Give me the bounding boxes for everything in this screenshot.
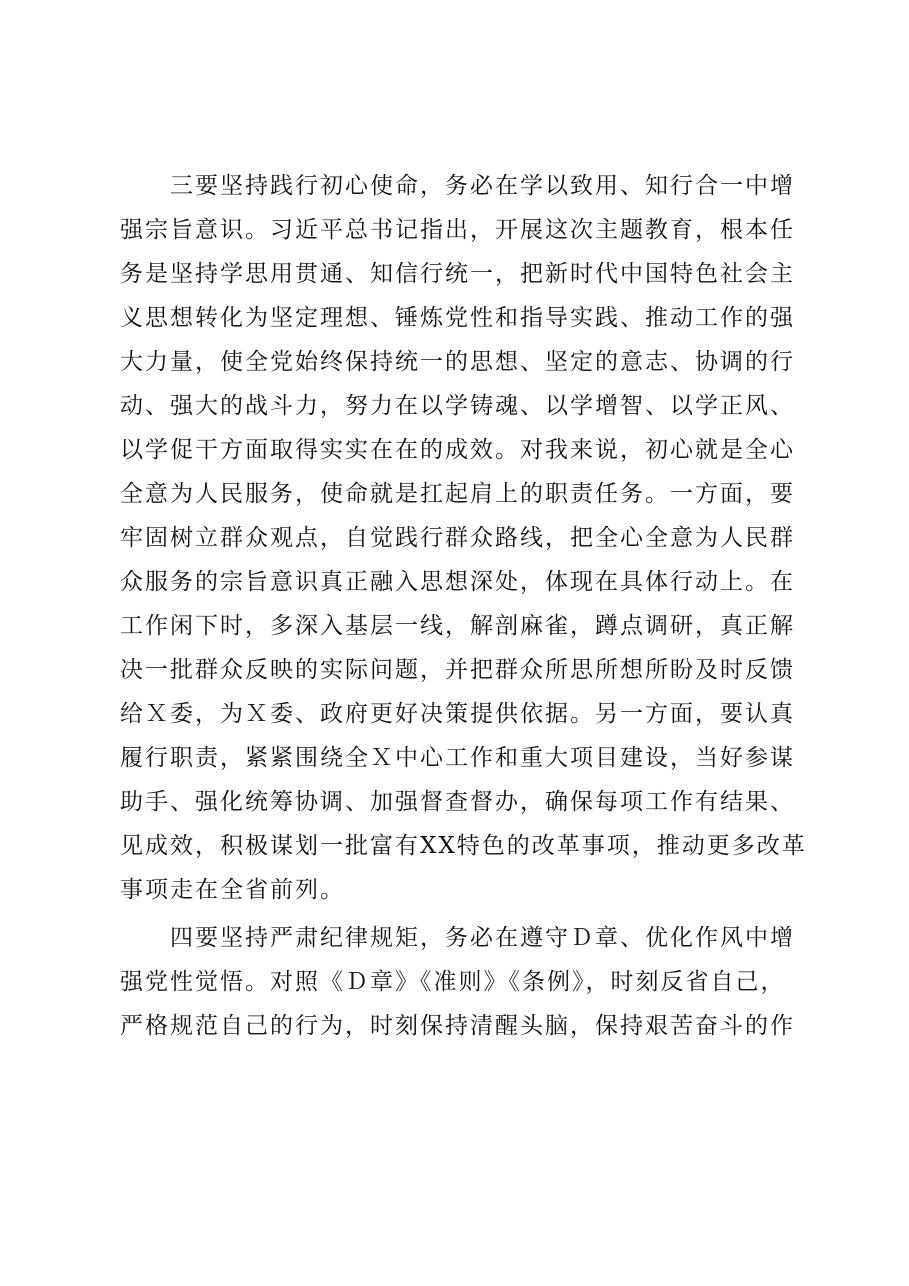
paragraph-4 xyxy=(120,916,810,1048)
text-line: 履行职责，紧紧围绕全Ｘ中心工作和重大项目建设，当好参谋 xyxy=(120,745,795,771)
text-line: 务是坚持学思用贯通、知信行统一，把新时代中国特色社会主 xyxy=(120,261,795,287)
text-line: 牢固树立群众观点，自觉践行群众路线，把全心全意为人民群 xyxy=(120,525,795,551)
text-line: 义思想转化为坚定理想、锤炼党性和指导实践、推动工作的强 xyxy=(120,305,795,331)
document-body xyxy=(120,164,810,1048)
text-line: 大力量，使全党始终保持统一的思想、坚定的意志、协调的行 xyxy=(120,349,795,375)
text-line: 见成效，积极谋划一批富有XX特色的改革事项，推动更多改革 xyxy=(120,833,807,859)
text-line: 事项走在全省前列。 xyxy=(120,877,345,903)
text-line: 强党性觉悟。对照《Ｄ章》《准则》《条例》，时刻反省自己， xyxy=(120,969,786,995)
text-line: 强宗旨意识。习近平总书记指出，开展这次主题教育，根本任 xyxy=(120,217,795,243)
paragraph-3 xyxy=(120,164,810,912)
text-line: 以学促干方面取得实实在在的成效。对我来说，初心就是全心 xyxy=(120,437,795,463)
text-line: 三要坚持践行初心使命，务必在学以致用、知行合一中增 xyxy=(120,173,795,199)
text-line: 助手、强化统筹协调、加强督查督办，确保每项工作有结果、 xyxy=(120,789,795,815)
text-line: 决一批群众反映的实际问题，并把群众所思所想所盼及时反馈 xyxy=(120,657,795,683)
text-line: 四要坚持严肃纪律规矩，务必在遵守Ｄ章、优化作风中增 xyxy=(120,925,795,951)
text-line: 给Ｘ委，为Ｘ委、政府更好决策提供依据。另一方面，要认真 xyxy=(120,701,795,727)
text-line: 严格规范自己的行为，时刻保持清醒头脑，保持艰苦奋斗的作 xyxy=(120,1013,795,1039)
text-line: 众服务的宗旨意识真正融入思想深处，体现在具体行动上。在 xyxy=(120,569,795,595)
text-line: 全意为人民服务，使命就是扛起肩上的职责任务。一方面，要 xyxy=(120,481,795,507)
text-line: 工作闲下时，多深入基层一线，解剖麻雀，蹲点调研，真正解 xyxy=(120,613,795,639)
text-line: 动、强大的战斗力，努力在以学铸魂、以学增智、以学正风、 xyxy=(120,393,795,419)
